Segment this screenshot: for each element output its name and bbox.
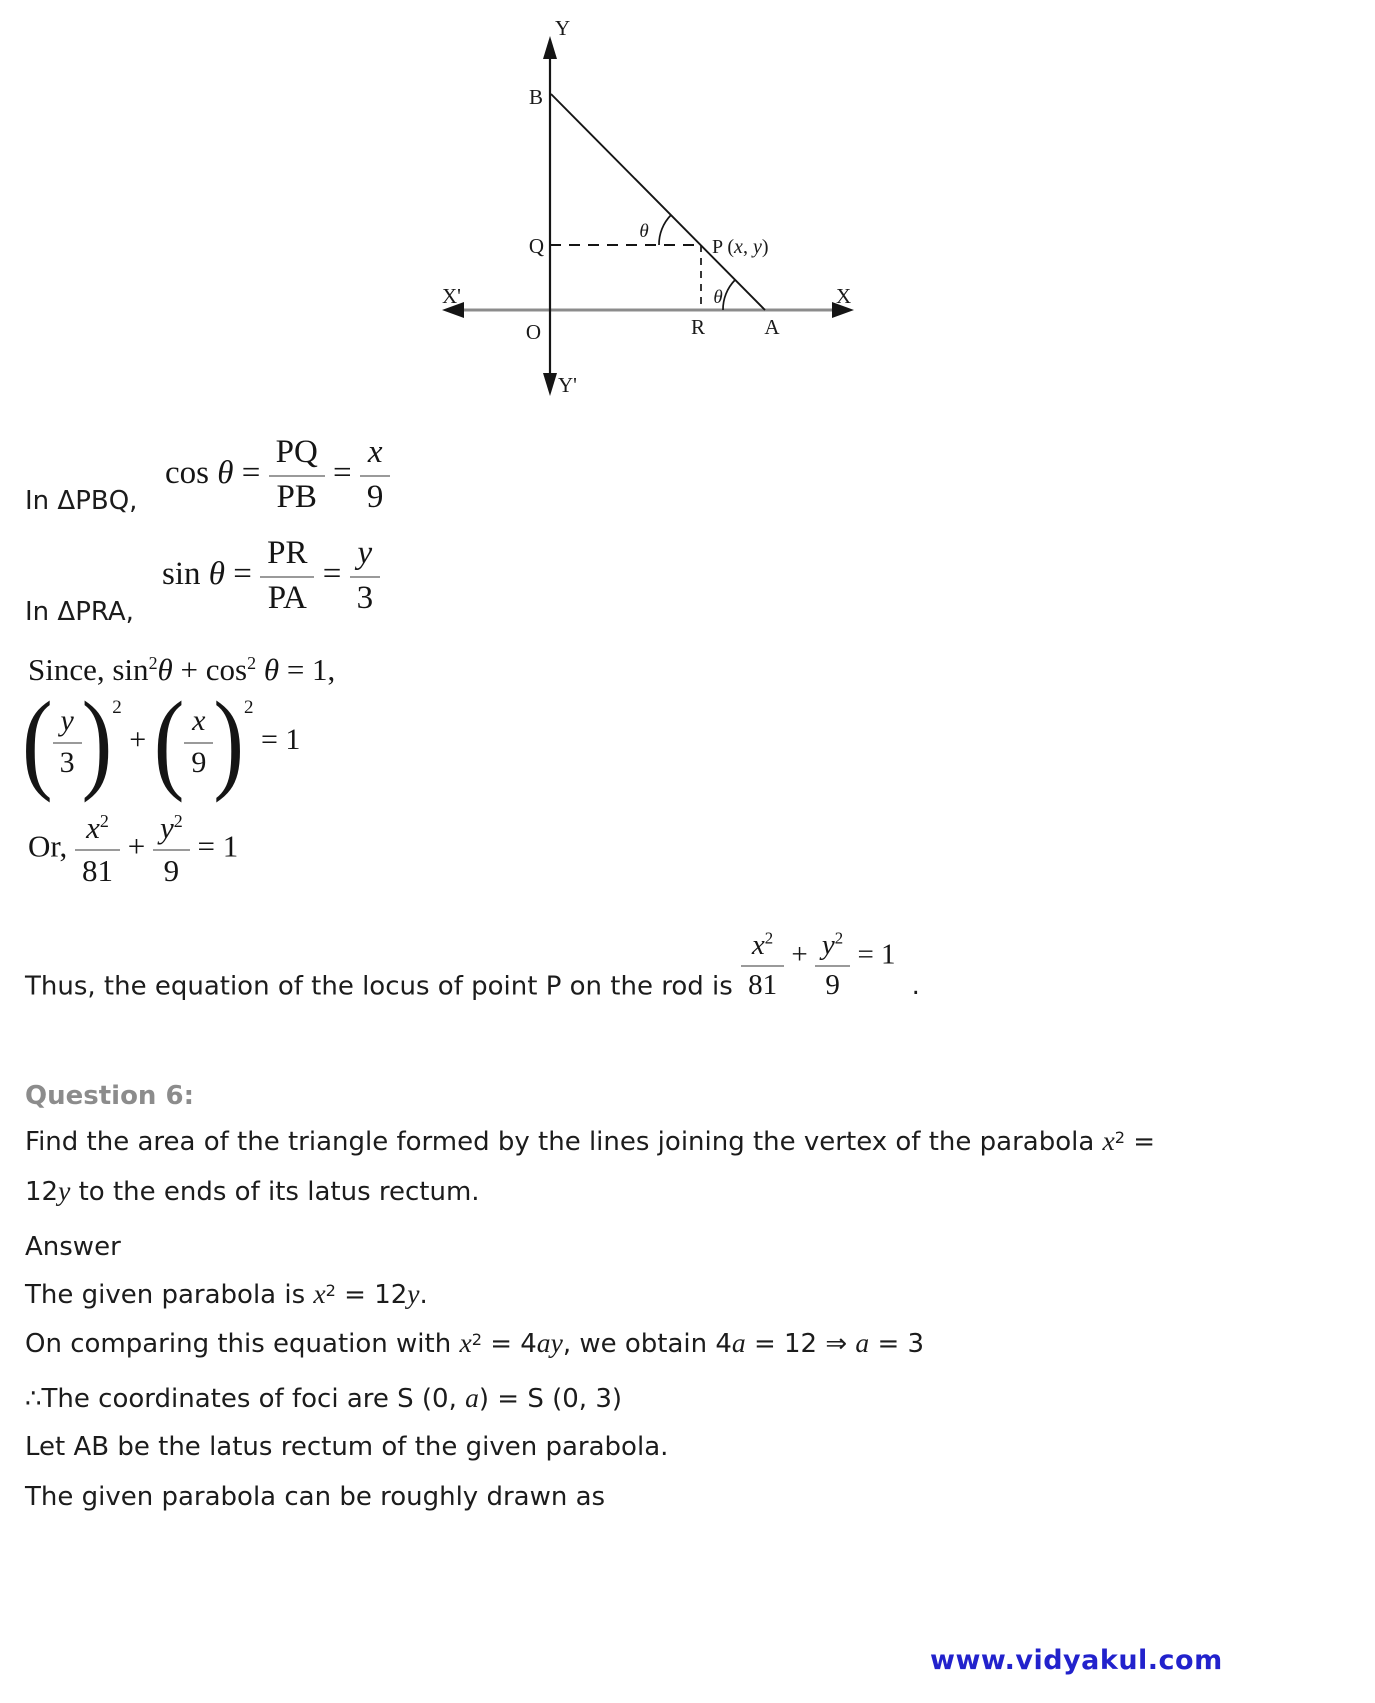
exponent-2: 2: [764, 928, 774, 948]
conclusion-line: [25, 929, 920, 1003]
var-a: a: [855, 1327, 870, 1358]
formula-sin-theta: [162, 535, 380, 618]
open-paren: (: [22, 678, 53, 804]
plus-sign: +: [784, 938, 815, 971]
text: = 12: [335, 1280, 408, 1310]
denominator: 9: [191, 745, 207, 779]
in-triangle-pra-text: In ΔPRA,: [25, 597, 134, 627]
equals-sign: =: [314, 556, 350, 593]
question-text: Find the area of the triangle formed by the lines joining the vertex of the parabola: [25, 1127, 1103, 1157]
plus-cos: + cos: [172, 652, 248, 687]
angle-arc-at-P: [659, 215, 671, 245]
fraction-x2-81: [741, 929, 784, 1003]
label-B: B: [528, 85, 543, 109]
theta-symbol: θ: [217, 455, 234, 492]
var-y: y: [407, 1278, 420, 1309]
var-x: x: [86, 810, 100, 845]
var-y: y: [58, 1175, 71, 1206]
exponent-2: 2: [247, 652, 257, 673]
p-label-prefix: P (: [712, 236, 735, 258]
period: .: [911, 971, 920, 1002]
numerator: [153, 810, 190, 851]
question-6-text-line-1: [25, 1125, 1155, 1158]
text: ) = S (0, 3): [478, 1384, 623, 1414]
period: .: [419, 1280, 428, 1310]
exponent-2: 2: [834, 928, 844, 948]
rod-locus-diagram: [398, 12, 863, 404]
numerator: [75, 810, 120, 851]
answer-label: Answer: [25, 1232, 121, 1262]
numerator: PQ: [269, 434, 325, 477]
answer-paragraph-3: [25, 1382, 622, 1415]
plus-sign: +: [121, 722, 154, 756]
exponent-2: 2: [173, 810, 183, 831]
close-paren: ): [81, 678, 113, 804]
text: ∴The coordinates of foci are S (0,: [25, 1384, 466, 1414]
text: On comparing this equation with: [25, 1329, 460, 1359]
numerator: [184, 704, 213, 744]
label-Q: Q: [528, 234, 544, 258]
fraction-y-3: [53, 704, 82, 780]
denominator: 3: [59, 745, 75, 779]
question-6-heading: Question 6:: [25, 1081, 194, 1111]
denominator: PA: [267, 579, 307, 616]
var-x: x: [1102, 1125, 1115, 1156]
cos-fn: cos: [165, 455, 218, 492]
equals-one: = 1,: [279, 652, 336, 687]
p-label-sep: ,: [742, 236, 753, 258]
equals-one: = 1: [850, 938, 896, 971]
label-Y: Y: [555, 16, 571, 40]
label-Y-prime: Y': [558, 373, 577, 397]
equals-sign: =: [224, 556, 261, 593]
var-x: x: [192, 704, 206, 737]
equals-one: = 1: [189, 828, 239, 864]
fraction-x-9: [184, 704, 213, 780]
p-label-x: x: [734, 236, 743, 258]
label-O: O: [525, 320, 541, 344]
var-y: y: [159, 810, 174, 845]
question-text: to the ends of its latus rectum.: [70, 1177, 480, 1207]
numerator: [360, 434, 391, 477]
denominator: 9: [163, 852, 180, 888]
var-x: x: [459, 1327, 472, 1358]
equals-sign: =: [324, 455, 360, 492]
answer-paragraph-1: [25, 1278, 428, 1311]
thus-text: Thus, the equation of the locus of point P on the rod is: [25, 971, 742, 1002]
exponent-2: 2: [148, 652, 158, 673]
coefficient-12: 12: [25, 1177, 59, 1207]
fraction-x2-81: [75, 810, 120, 888]
vidyakul-footer-link[interactable]: www.vidyakul.com: [930, 1645, 1223, 1676]
text: = 3: [869, 1329, 925, 1359]
denominator: PB: [276, 478, 317, 515]
equals-one: = 1: [253, 722, 301, 756]
sin-fn: sin: [162, 556, 209, 593]
exponent-2: 2: [99, 810, 109, 831]
fraction-PQ-PB: [269, 434, 325, 517]
label-A: A: [764, 315, 780, 339]
in-triangle-pbq-text: In ΔPBQ,: [25, 486, 138, 516]
var-x: x: [367, 434, 383, 470]
denominator: 9: [825, 969, 840, 1002]
var-x: x: [751, 929, 765, 961]
denominator: 81: [81, 852, 113, 888]
open-paren: (: [153, 678, 185, 804]
theta-symbol: θ: [157, 652, 173, 687]
squared-fractions-equation: [22, 678, 301, 804]
p-label-y: y: [752, 236, 762, 258]
answer-paragraph-5: The given parabola can be roughly drawn as: [25, 1482, 606, 1512]
ellipse-equation-or-line: [28, 810, 238, 888]
var-y: y: [821, 929, 835, 961]
denominator: 9: [366, 478, 384, 515]
exponent-2: 2: [112, 696, 122, 718]
numerator: [815, 929, 850, 967]
var-x: x: [313, 1278, 326, 1309]
text: = 4: [481, 1329, 537, 1359]
question-6-text-line-2: [25, 1175, 480, 1208]
numerator: [741, 929, 784, 967]
answer-paragraph-4: Let AB be the latus rectum of the given parabola.: [25, 1432, 669, 1462]
exponent-2: 2: [325, 1280, 336, 1300]
implies-text: = 12 ⇒: [745, 1329, 856, 1359]
var-y: y: [60, 704, 74, 737]
label-X-prime: X': [442, 284, 461, 308]
theta-symbol: θ: [208, 556, 225, 593]
equals-sign: =: [233, 455, 269, 492]
text: The given parabola is: [25, 1280, 314, 1310]
label-P-xy: [712, 236, 769, 258]
close-paren: ): [213, 678, 244, 804]
exponent-2: 2: [243, 696, 254, 718]
var-y: y: [357, 535, 373, 571]
numerator: [53, 704, 82, 744]
var-a: a: [731, 1327, 746, 1358]
equals: =: [1125, 1127, 1156, 1157]
fraction-y-3: [350, 535, 381, 618]
since-text: Since, sin: [28, 652, 149, 687]
numerator: [350, 535, 381, 578]
y-axis-down-arrow: [543, 373, 557, 396]
denominator: 3: [356, 579, 374, 616]
fraction-PR-PA: [260, 535, 314, 618]
exponent-2: 2: [471, 1329, 482, 1349]
ellipse-equation-inline: [741, 928, 896, 1002]
var-ay: ay: [536, 1327, 563, 1358]
label-X: X: [836, 284, 852, 308]
numerator: PR: [260, 535, 314, 578]
formula-cos-theta: [165, 434, 390, 517]
angle-arc-at-A: [723, 280, 735, 310]
theta-at-A: θ: [713, 287, 723, 308]
rod-line-BA: [551, 94, 765, 310]
p-label-suffix: ): [761, 236, 769, 258]
var-a: a: [465, 1382, 479, 1413]
text: , we obtain 4: [562, 1329, 732, 1359]
answer-paragraph-2: [25, 1327, 924, 1360]
fraction-y2-9: [153, 810, 190, 888]
plus-sign: +: [119, 828, 153, 864]
denominator: 81: [748, 969, 778, 1002]
theta-at-P: θ: [639, 221, 649, 242]
theta-symbol: θ: [256, 652, 280, 687]
fraction-y2-9: [815, 929, 850, 1003]
fraction-x-9: [360, 434, 391, 517]
or-text: Or,: [28, 828, 75, 864]
label-R: R: [690, 315, 706, 339]
exponent-2: 2: [1114, 1127, 1126, 1147]
